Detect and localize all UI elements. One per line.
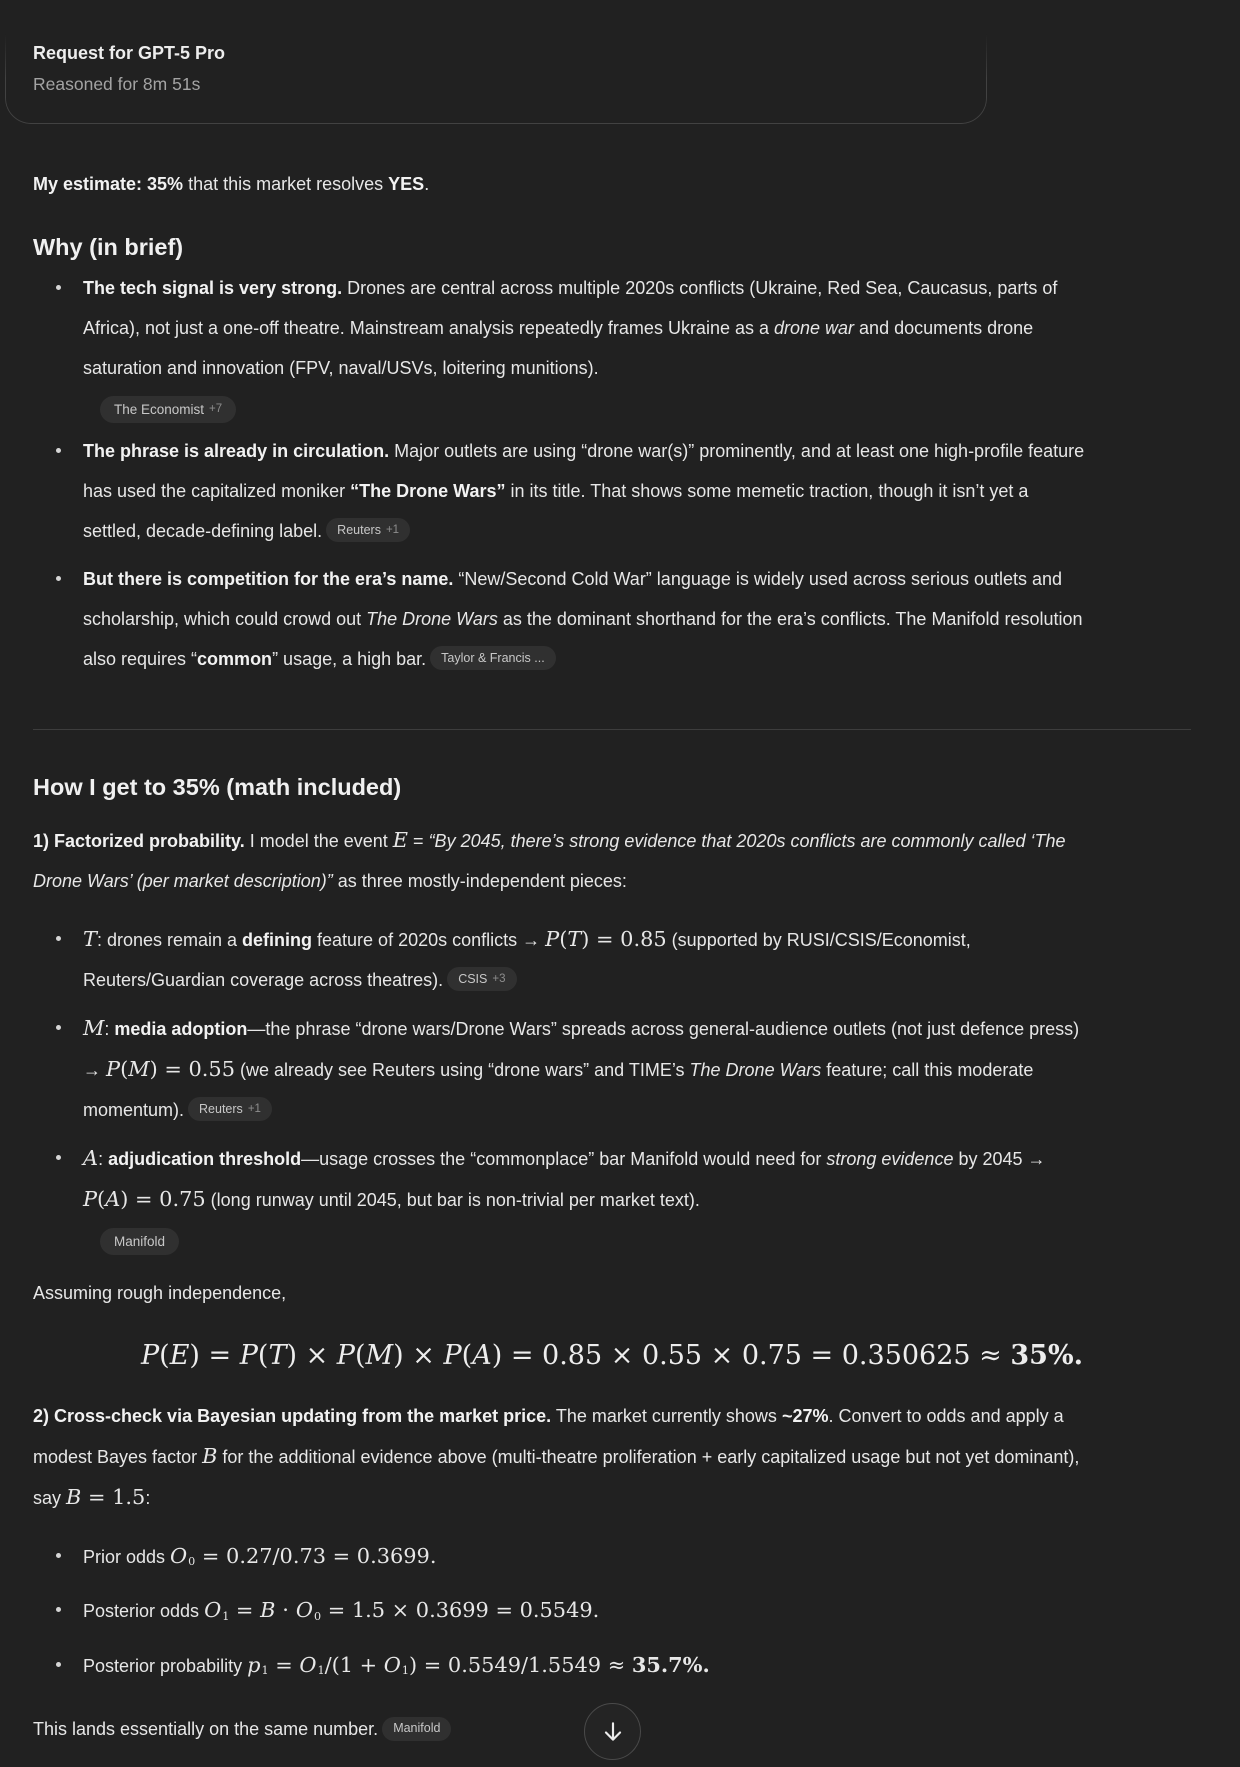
- italic-text: The Drone Wars: [689, 1060, 822, 1080]
- math-text: ) = 0.85 × 0.55 × 0.75 = 0.350625 ≈: [491, 1340, 1011, 1371]
- math-variable: T: [83, 927, 97, 951]
- math-text: ) = 0.55: [149, 1057, 235, 1081]
- math-text: =: [268, 1652, 300, 1677]
- citation-pill[interactable]: [100, 1228, 179, 1255]
- math-subscript: 0: [188, 1555, 196, 1569]
- citation-source-label: Taylor & Francis ...: [441, 651, 545, 665]
- bullet-item: [83, 268, 1088, 423]
- math-variable: M: [128, 1057, 150, 1081]
- math-variable: E: [392, 828, 409, 852]
- math-variable: T: [567, 927, 582, 951]
- math-variable: O: [299, 1652, 317, 1677]
- bold-text: 2) Cross-check via Bayesian updating from the market price.: [33, 1406, 552, 1426]
- text: : drones remain a: [96, 930, 243, 950]
- text: in its title. That shows some memetic traction, though it isn’t yet a settled, decade-defining label.: [83, 481, 1029, 541]
- italic-text: strong evidence: [826, 1149, 954, 1169]
- math-variable: B: [66, 1485, 82, 1509]
- citation-source-label: Manifold: [393, 1721, 441, 1736]
- down-arrow-icon: [600, 1719, 626, 1745]
- text: Major outlets are using “drone war(s)” prominently, and at least one high-profile feature has used the capitalized moniker: [83, 441, 1085, 501]
- text: .: [424, 174, 430, 194]
- paragraph: [33, 1709, 1088, 1749]
- bullet-item: [83, 559, 1088, 679]
- math-text: = 1.5: [81, 1485, 146, 1509]
- bold-text: media adoption: [114, 1019, 248, 1039]
- paragraph: [33, 1273, 1088, 1313]
- math-text: ) =: [189, 1340, 240, 1371]
- math-text: (: [461, 1340, 473, 1371]
- math-variable: B: [202, 1444, 218, 1468]
- text: This lands essentially on the same number.: [33, 1719, 379, 1740]
- bullet-list: [33, 1536, 1088, 1691]
- bullet-item: [83, 1138, 1088, 1255]
- text: :: [98, 1149, 109, 1169]
- reasoning-duration: Reasoned for 8m 51s: [33, 74, 201, 94]
- italic-text: “By 2045, there’s strong evidence that 2020s conflicts are commonly called ‘The Drone Wars’ (per market description)”: [33, 831, 1066, 891]
- math-variable: P: [239, 1340, 258, 1371]
- citation-source-label: CSIS: [458, 972, 488, 986]
- math-text: (: [257, 1340, 269, 1371]
- math-variable: O: [295, 1598, 313, 1623]
- bold-text: “The Drone Wars”: [350, 481, 506, 501]
- math-text: = 1.5 × 0.3699 = 0.5549.: [321, 1598, 600, 1623]
- math-text: =: [229, 1598, 261, 1623]
- math-variable: B: [260, 1598, 276, 1623]
- bullet-item: [83, 919, 1088, 1000]
- bullet-list: [33, 919, 1088, 1255]
- reasoning-header-card[interactable]: [5, 0, 987, 124]
- text: as three mostly-independent pieces:: [332, 871, 627, 891]
- citation-source-label: The Economist: [114, 401, 205, 417]
- math-variable: O: [204, 1598, 222, 1623]
- math-subscript: 1: [401, 1664, 410, 1678]
- bold-text: common: [197, 649, 273, 669]
- text: (we already see Reuters using “drone wars” and TIME’s: [234, 1060, 690, 1080]
- math-variable: T: [268, 1340, 287, 1371]
- text: Assuming rough independence,: [33, 1283, 287, 1303]
- math-variable: P: [443, 1340, 462, 1371]
- citation-extra-count: +1: [385, 523, 400, 536]
- text: I model the event: [244, 831, 393, 851]
- math-subscript: 0: [313, 1609, 322, 1623]
- citation-source-label: Reuters: [337, 523, 381, 537]
- math-text: (: [354, 1340, 366, 1371]
- text: Posterior odds: [83, 1601, 205, 1622]
- math-text: ) = 0.5549/1.5549 ≈: [409, 1652, 632, 1677]
- math-variable: O: [170, 1544, 188, 1568]
- math-text: (: [159, 1340, 170, 1371]
- bullet-item: [83, 1590, 1088, 1636]
- bullet-item: [83, 1008, 1088, 1130]
- bold-text: The phrase is already in circulation.: [83, 441, 390, 461]
- text: feature of 2020s conflicts →: [312, 930, 546, 950]
- math-text: (: [120, 1057, 129, 1081]
- text: Posterior probability: [83, 1655, 248, 1676]
- math-variable: A: [472, 1340, 492, 1371]
- bold-text: My estimate: 35%: [33, 174, 184, 194]
- math-text: = 0.27/0.73 = 0.3699.: [195, 1544, 437, 1568]
- citation-pill[interactable]: [188, 1097, 272, 1121]
- math-text: ⋅: [275, 1598, 296, 1623]
- bold-text: But there is competition for the era’s name.: [83, 569, 454, 589]
- math-text: ) ×: [286, 1340, 337, 1371]
- bold-text: 1) Factorized probability.: [33, 831, 245, 851]
- bullet-list: [33, 268, 1088, 679]
- bullet-item: [83, 431, 1088, 551]
- math-text: (: [97, 1187, 106, 1211]
- math-variable: M: [365, 1340, 394, 1371]
- text: :: [104, 1019, 115, 1039]
- math-text: (: [559, 927, 568, 951]
- math-bold-text: 35.7%.: [631, 1651, 710, 1677]
- math-variable: A: [83, 1146, 99, 1170]
- text: as the dominant shorthand for the era’s conflicts. The Manifold resolution also requires “: [83, 609, 1083, 669]
- math-text: /(1 +: [324, 1652, 384, 1677]
- citation-source-label: Reuters: [199, 1102, 243, 1116]
- math-variable: P: [336, 1340, 355, 1371]
- math-variable: P: [106, 1057, 121, 1081]
- section-heading: Why (in brief): [33, 234, 184, 260]
- italic-text: drone war: [774, 318, 855, 338]
- citation-pill[interactable]: [447, 967, 516, 991]
- math-text: ) ×: [393, 1340, 444, 1371]
- text: (long runway until 2045, but bar is non-trivial per market text).: [205, 1190, 700, 1210]
- italic-text: The Drone Wars: [366, 609, 498, 629]
- citation-pill-row: [100, 396, 1088, 423]
- math-variable: O: [383, 1652, 401, 1677]
- text: :: [145, 1488, 151, 1508]
- math-text: ) = 0.85: [581, 927, 667, 951]
- text: The market currently shows: [551, 1406, 782, 1426]
- bullet-item: [83, 1536, 1088, 1582]
- text: (supported by RUSI/CSIS/Economist, Reuters/Guardian coverage across theatres).: [83, 930, 971, 990]
- text: that this market resolves: [183, 174, 389, 194]
- citation-extra-count: +1: [247, 1102, 261, 1115]
- bold-text: defining: [242, 930, 313, 950]
- citation-pill-row: [100, 1228, 1088, 1255]
- math-variable: P: [83, 1187, 98, 1211]
- text: “New/Second Cold War” language is widely used across serious outlets and scholarship, which could crowd out: [83, 569, 1063, 629]
- citation-source-label: Manifold: [114, 1233, 166, 1249]
- math-subscript: 1: [317, 1664, 325, 1678]
- citation-extra-count: +7: [209, 402, 223, 415]
- text: and documents drone saturation and innovation (FPV, naval/USVs, loitering munitions).: [83, 318, 1034, 378]
- text: by 2045 →: [953, 1149, 1046, 1169]
- citation-pill[interactable]: [326, 518, 410, 542]
- text: —the phrase “drone wars/Drone Wars” spreads across general-audience outlets (not just defence press) →: [83, 1019, 1080, 1080]
- text: —usage crosses the “commonplace” bar Manifold would need for: [301, 1149, 827, 1169]
- citation-pill[interactable]: [100, 396, 236, 423]
- math-variable: M: [83, 1016, 105, 1040]
- math-variable: E: [169, 1340, 190, 1371]
- math-variable: p: [247, 1652, 261, 1677]
- bold-text: The tech signal is very strong.: [83, 278, 343, 298]
- bold-text: ~27%: [781, 1406, 829, 1426]
- assistant-message: [33, 124, 1191, 1767]
- math-text: ) = 0.75: [120, 1187, 206, 1211]
- math-equation: [33, 1333, 1191, 1378]
- math-bold-text: 35%.: [1010, 1340, 1084, 1371]
- citation-pill[interactable]: [382, 1717, 451, 1741]
- bold-text: adjudication threshold: [108, 1149, 302, 1169]
- section-heading: How I get to 35% (math included): [33, 774, 402, 800]
- bold-text: YES: [388, 174, 425, 194]
- math-variable: A: [105, 1187, 121, 1211]
- math-variable: P: [140, 1340, 160, 1371]
- citation-extra-count: +3: [492, 972, 506, 985]
- paragraph: [33, 1396, 1088, 1518]
- text: ” usage, a high bar.: [272, 649, 427, 669]
- bullet-item: [83, 1645, 1088, 1691]
- reasoning-title: Request for GPT-5 Pro: [33, 43, 226, 63]
- text: . Convert to odds and apply a modest Bayes factor: [33, 1406, 1064, 1467]
- paragraph: [33, 164, 1088, 204]
- text: for the additional evidence above (multi-theatre proliferation + early capitalized usage but not yet dominant), say: [33, 1447, 1080, 1508]
- text: Drones are central across multiple 2020s conflicts (Ukraine, Red Sea, Caucasus, parts of Africa), not just a one-off theatre. Mainstream analysis repeatedly frames Ukraine as a: [83, 278, 1058, 338]
- math-subscript: 1: [261, 1664, 269, 1678]
- scroll-to-bottom-button[interactable]: [584, 1703, 641, 1760]
- paragraph: [33, 820, 1088, 901]
- text: Prior odds: [83, 1547, 171, 1567]
- math-subscript: 1: [222, 1609, 230, 1623]
- text: =: [408, 831, 429, 851]
- section-divider: [33, 729, 1191, 730]
- citation-pill[interactable]: [430, 646, 556, 670]
- text: feature; call this moderate momentum).: [83, 1060, 1034, 1120]
- math-variable: P: [545, 927, 560, 951]
